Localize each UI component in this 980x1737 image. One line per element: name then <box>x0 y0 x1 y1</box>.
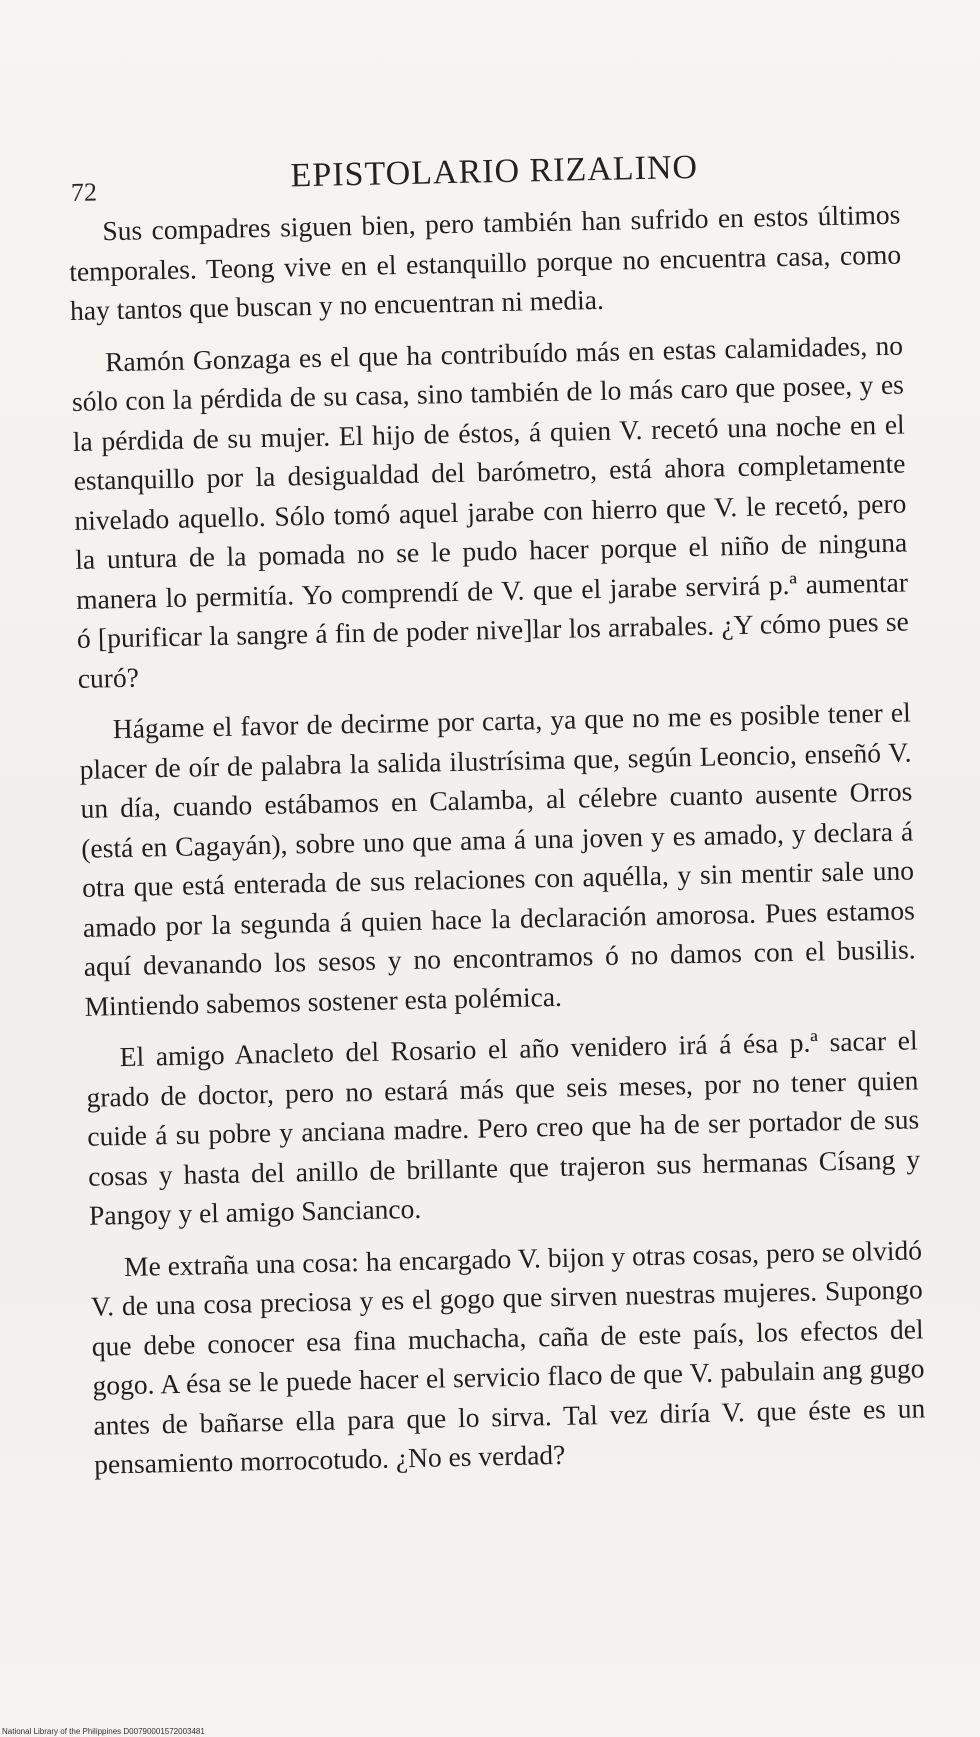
paragraph-5: Me extraña una cosa: ha encargado V. bijon y otras cosas, pero se olvidó V. de una cosa preciosa y es el gogo que sirven nuestras mujeres. Supongo que debe conocer esa fina muchacha, caña de este país, los efectos del gogo. A ésa se le puede hacer el servicio flaco de que V. pabulain ang gugo antes de bañarse ella para que lo sirva. Tal vez diría V. que éste es un pensamiento morrocotudo. ¿No es verdad? <box>90 1233 926 1480</box>
paragraph-3: Hágame el favor de decirme por carta, ya que no me es posible tener el placer de oír de palabra la salida ilustrísima que, según Leoncio, enseñó V. un día, cuando estábamos en Calamba, al célebre cuanto ausente Orros (está en Cagayán), sobre uno que ama á una joven y es amado, y declara á otra que está enterada de sus relaciones con aquélla, y sin mentir sale uno amado por la segunda á quien hace la declaración amorosa. Pues estamos aquí devanando los sesos y no encontramos ó no damos con el busilis. Mintiendo sabemos sostener esta polémica. <box>79 696 916 1022</box>
paragraph-1: Sus compadres siguen bien, pero también han sufrido en estos últimos temporales. Teong vive en el estanquillo porque no encuentra casa, como hay tantos que buscan y no encuentran ni media. <box>68 198 902 326</box>
letter-body <box>68 195 927 1497</box>
scan-credit: National Library of the Philippines D00790001572003481 <box>2 1727 205 1736</box>
page-number: 72 <box>70 177 98 207</box>
running-title: EPISTOLARIO RIZALINO <box>290 148 699 195</box>
paragraph-4: El amigo Anacleto del Rosario el año venidero irá á ésa p.ª sacar el grado de doctor, pero no estará más que seis meses, por no tener quien cuide á su pobre y anciana madre. Pero creo que ha de ser portador de sus cosas y hasta del anillo de brillante que trajeron sus hermanas Císang y Pangoy y el amigo Sancianco. <box>86 1024 921 1231</box>
paragraph-2: Ramón Gonzaga es el que ha contribuído más en estas calamidades, no sólo con la pérdida de su casa, sino también de lo más caro que posee, y es la pérdida de su mujer. El hijo de éstos, á quien V. recetó una noche en el estanquillo por la desigualdad del barómetro, está ahora completamente nivelado aquello. Sólo tomó aquel jarabe con hierro que V. le recetó, pero la untura de la pomada no se le pudo hacer porque el niño de ninguna manera lo permitía. Yo comprendí de V. que el jarabe servirá p.ª aumentar ó [purificar la sangre á fin de poder nive]lar los arrabales. ¿Y cómo pues se curó? <box>71 329 910 694</box>
